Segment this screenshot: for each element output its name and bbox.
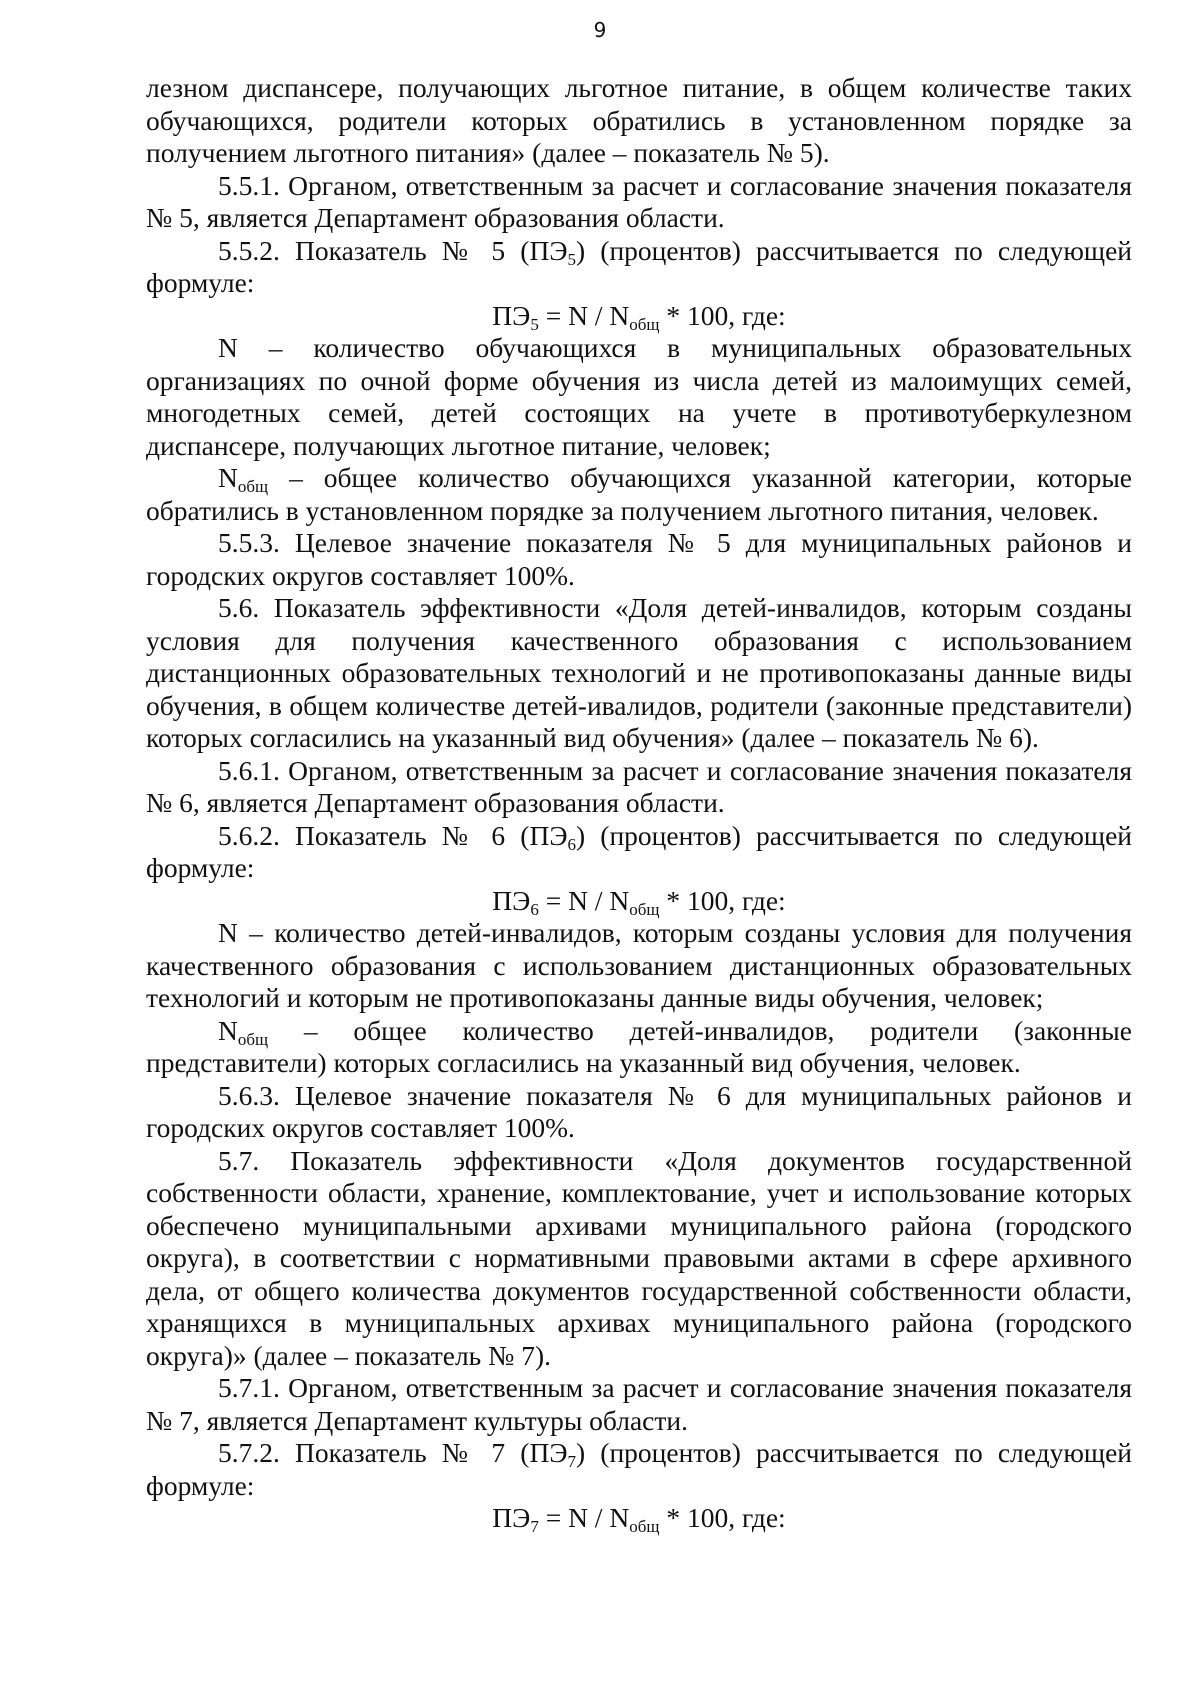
paragraph-5-7-2 <box>146 1437 1132 1502</box>
paragraph-5-7: 5.7. Показатель эффективности «Доля документов государственной собственности области, хранение, комплектование, учет и использование которых обеспечено муниципальными архивами муниципального района (городского округа), в соответствии с нормативными правовыми актами в сфере архивного дела, от общего количества документов государственной собственности области, хранящихся в муниципальных архивах муниципального района (городского округа)» (далее – показатель № 7). <box>146 1144 1132 1371</box>
formula-part: = N / N <box>538 884 630 916</box>
paragraph-5-6-2 <box>146 820 1132 885</box>
formula-part: = N / N <box>538 299 630 331</box>
definition-n-5: N – количество обучающихся в муниципальных образовательных организациях по очной форме обучения из числа детей из малоимущих семей, многодетных семей, детей состоящих на учете в противотуберкулезном диспансере, получающих льготное питание, человек; <box>146 332 1132 461</box>
subscript: общ <box>629 1517 660 1536</box>
subscript: общ <box>629 314 660 334</box>
formula-part: ПЭ <box>492 1502 531 1533</box>
paragraph-5-5-3: 5.5.3. Целевое значение показателя № 5 для муниципальных районов и городских округов составляет 100%. <box>146 527 1132 591</box>
subscript: общ <box>237 477 269 496</box>
paragraph-5-6-3: 5.6.3. Целевое значение показателя № 6 для муниципальных районов и городских округов составляет 100%. <box>146 1079 1132 1143</box>
subscript: 5 <box>567 249 576 269</box>
subscript: 7 <box>567 1452 576 1471</box>
text-part: ) (процентов) рассчитывается по следующей формуле: <box>146 1437 1132 1501</box>
definition-n-6: N – количество детей-инвалидов, которым созданы условия для получения качественного образования с использованием дистанционных образовательных технологий и которым не противопоказаны данные виды обучения, человек; <box>146 917 1132 1013</box>
definition-n-total-6 <box>146 1015 1132 1080</box>
page-number: 9 <box>593 18 607 42</box>
text-part: N <box>218 462 238 493</box>
document-body <box>146 72 1132 1535</box>
formula-part: * 100, где: <box>659 884 786 916</box>
text-part: – общее количество детей-инвалидов, родители (законные представители) которых согласились на указанный вид обучения, человек. <box>146 1014 1132 1078</box>
subscript: общ <box>237 1029 269 1049</box>
text-part: – общее количество обучающихся указанной категории, которые обратились в установленном порядке за получением льготного питания, человек. <box>146 462 1132 526</box>
paragraph-5-5-2 <box>146 235 1132 300</box>
text-part: N <box>218 1014 238 1046</box>
formula-pe5 <box>146 300 1132 333</box>
text-part: ) (процентов) рассчитывается по следующей формуле: <box>146 819 1132 883</box>
text-part: 5.5.2. Показатель № 5 (ПЭ <box>218 234 568 266</box>
subscript: 6 <box>530 899 539 919</box>
paragraph-5-5-1: 5.5.1. Органом, ответственным за расчет и согласование значения показателя № 5, является Департамент образования области. <box>146 169 1132 233</box>
subscript: общ <box>629 899 660 919</box>
formula-part: * 100, где: <box>659 1502 786 1533</box>
formula-pe7 <box>146 1502 1132 1535</box>
formula-part: * 100, где: <box>659 299 786 331</box>
paragraph-5-6-1: 5.6.1. Органом, ответственным за расчет и согласование значения показателя № 6, является Департамент образования области. <box>146 754 1132 818</box>
subscript: 7 <box>530 1517 539 1536</box>
text-part: 5.6.2. Показатель № 6 (ПЭ <box>218 819 568 851</box>
paragraph-continuation: лезном диспансере, получающих льготное питание, в общем количестве таких обучающихся, родители которых обратились в установленном порядке за получением льготного питания» (далее – показатель № 5). <box>146 72 1132 168</box>
definition-n-total-5 <box>146 462 1132 527</box>
formula-pe6 <box>146 885 1132 918</box>
text-part: 5.7.2. Показатель № 7 (ПЭ <box>218 1437 568 1468</box>
formula-part: ПЭ <box>492 299 531 331</box>
text-part: ) (процентов) рассчитывается по следующей формуле: <box>146 234 1132 298</box>
paragraph-5-7-1: 5.7.1. Органом, ответственным за расчет и согласование значения показателя № 7, является Департамент культуры области. <box>146 1372 1132 1436</box>
paragraph-5-6: 5.6. Показатель эффективности «Доля детей-инвалидов, которым созданы условия для получения качественного образования с использованием дистанционных образовательных технологий и не противопоказаны данные виды обучения, в общем количестве детей-ивалидов, родители (законные представители) которых согласились на указанный вид обучения» (далее – показатель № 6). <box>146 592 1132 753</box>
formula-part: ПЭ <box>492 884 531 916</box>
formula-part: = N / N <box>538 1502 630 1533</box>
subscript: 5 <box>530 314 539 334</box>
subscript: 6 <box>567 834 576 854</box>
